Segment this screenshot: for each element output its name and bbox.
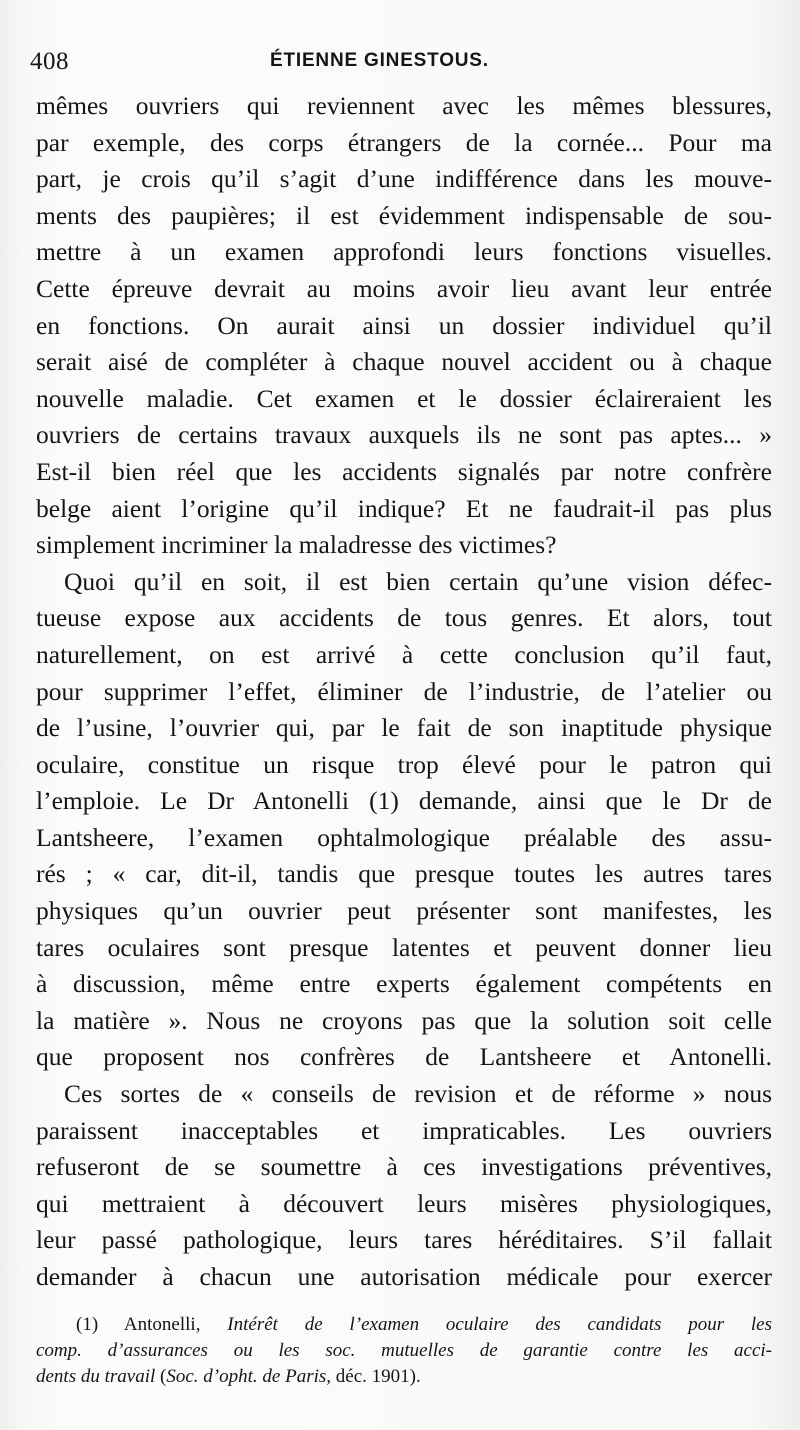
footnote-date: déc. 1901). xyxy=(335,1366,421,1387)
text-line: Lantsheere, l’examen ophtalmologique préalable des assu- xyxy=(36,822,772,852)
text-line: Est-il bien réel que les accidents signalés par notre confrère xyxy=(36,456,772,486)
text-line: refuseront de se soumettre à ces investigations préventives, xyxy=(36,1152,772,1182)
paragraph-first-line: Quoi qu’il en soit, il est bien certain qu’une vision défec- xyxy=(64,566,772,596)
text-line: de l’usine, l’ouvrier qui, par le fait de son inaptitude physique xyxy=(36,713,772,743)
text-line: qui mettraient à découvert leurs misères physiologiques, xyxy=(36,1188,772,1218)
paragraph-first-line: Ces sortes de « conseils de revision et de réforme » nous xyxy=(64,1079,772,1109)
footnote-marker: (1) Antonelli, xyxy=(76,1314,201,1335)
text-line: par exemple, des corps étrangers de la cornée... Pour ma xyxy=(36,127,772,157)
footnote-title: Intérêt de l’examen oculaire des candidats pour les xyxy=(227,1314,773,1335)
footnote-line xyxy=(36,1364,772,1390)
footnote xyxy=(36,1312,772,1390)
text-line: oculaire, constitue un risque trop élevé pour le patron qui xyxy=(36,749,772,779)
text-line: naturellement, on est arrivé à cette conclusion qu’il faut, xyxy=(36,639,772,669)
text-line: la matière ». Nous ne croyons pas que la solution soit celle xyxy=(36,1005,772,1035)
text-line: paraissent inacceptables et impraticables. Les ouvriers xyxy=(36,1115,772,1145)
text-line: mettre à un examen approfondi leurs fonctions visuelles. xyxy=(36,237,772,267)
text-line: pour supprimer l’effet, éliminer de l’industrie, de l’atelier ou xyxy=(36,676,772,706)
text-line: tueuse expose aux accidents de tous genres. Et alors, tout xyxy=(36,603,772,633)
text-line: leur passé pathologique, leurs tares héréditaires. S’il fallait xyxy=(36,1225,772,1255)
text-line: demander à chacun une autorisation médicale pour exercer xyxy=(36,1262,772,1291)
footnote-title-cont: comp. d’assurances ou les soc. mutuelles de garantie contre les acci- xyxy=(36,1340,772,1361)
running-head xyxy=(0,46,800,86)
footnote-line xyxy=(36,1338,772,1364)
text-line: ouvriers de certains travaux auxquels ils ne sont pas aptes... » xyxy=(36,420,772,450)
text-line: part, je crois qu’il s’agit d’une indifférence dans les mouve- xyxy=(36,164,772,194)
text-line: simplement incriminer la maladresse des victimes? xyxy=(36,530,557,560)
footnote-title-end: dents du travail xyxy=(36,1366,156,1387)
text-line: à discussion, même entre experts également compétents en xyxy=(36,969,772,999)
text-line: physiques qu’un ouvrier peut présenter sont manifestes, les xyxy=(36,896,772,926)
text-line: belge aient l’origine qu’il indique? Et ne faudrait-il pas plus xyxy=(36,493,772,523)
text-line: serait aisé de compléter à chaque nouvel accident ou à chaque xyxy=(36,347,772,377)
text-line: Cette épreuve devrait au moins avoir lieu avant leur entrée xyxy=(36,273,772,303)
footnote-line xyxy=(36,1312,772,1338)
text-line: tares oculaires sont presque latentes et peuvent donner lieu xyxy=(36,932,772,962)
footnote-paren: ( xyxy=(160,1366,167,1387)
text-line: mêmes ouvriers qui reviennent avec les mêmes blessures, xyxy=(36,91,772,120)
body-text xyxy=(36,88,772,1296)
text-line: rés ; « car, dit-il, tandis que presque toutes les autres tares xyxy=(36,859,772,889)
running-title: ÉTIENNE GINESTOUS. xyxy=(270,50,489,71)
text-line: nouvelle maladie. Cet examen et le dossier éclaireraient les xyxy=(36,383,772,413)
text-line: ments des paupières; il est évidemment indispensable de sou- xyxy=(36,200,772,230)
page-number: 408 xyxy=(30,48,69,75)
text-line: en fonctions. On aurait ainsi un dossier individuel qu’il xyxy=(36,310,772,340)
text-line: l’emploie. Le Dr Antonelli (1) demande, ainsi que le Dr de xyxy=(36,786,772,816)
footnote-source: Soc. d’opht. de Paris, xyxy=(166,1366,332,1387)
text-line: que proposent nos confrères de Lantsheere et Antonelli. xyxy=(36,1042,772,1072)
